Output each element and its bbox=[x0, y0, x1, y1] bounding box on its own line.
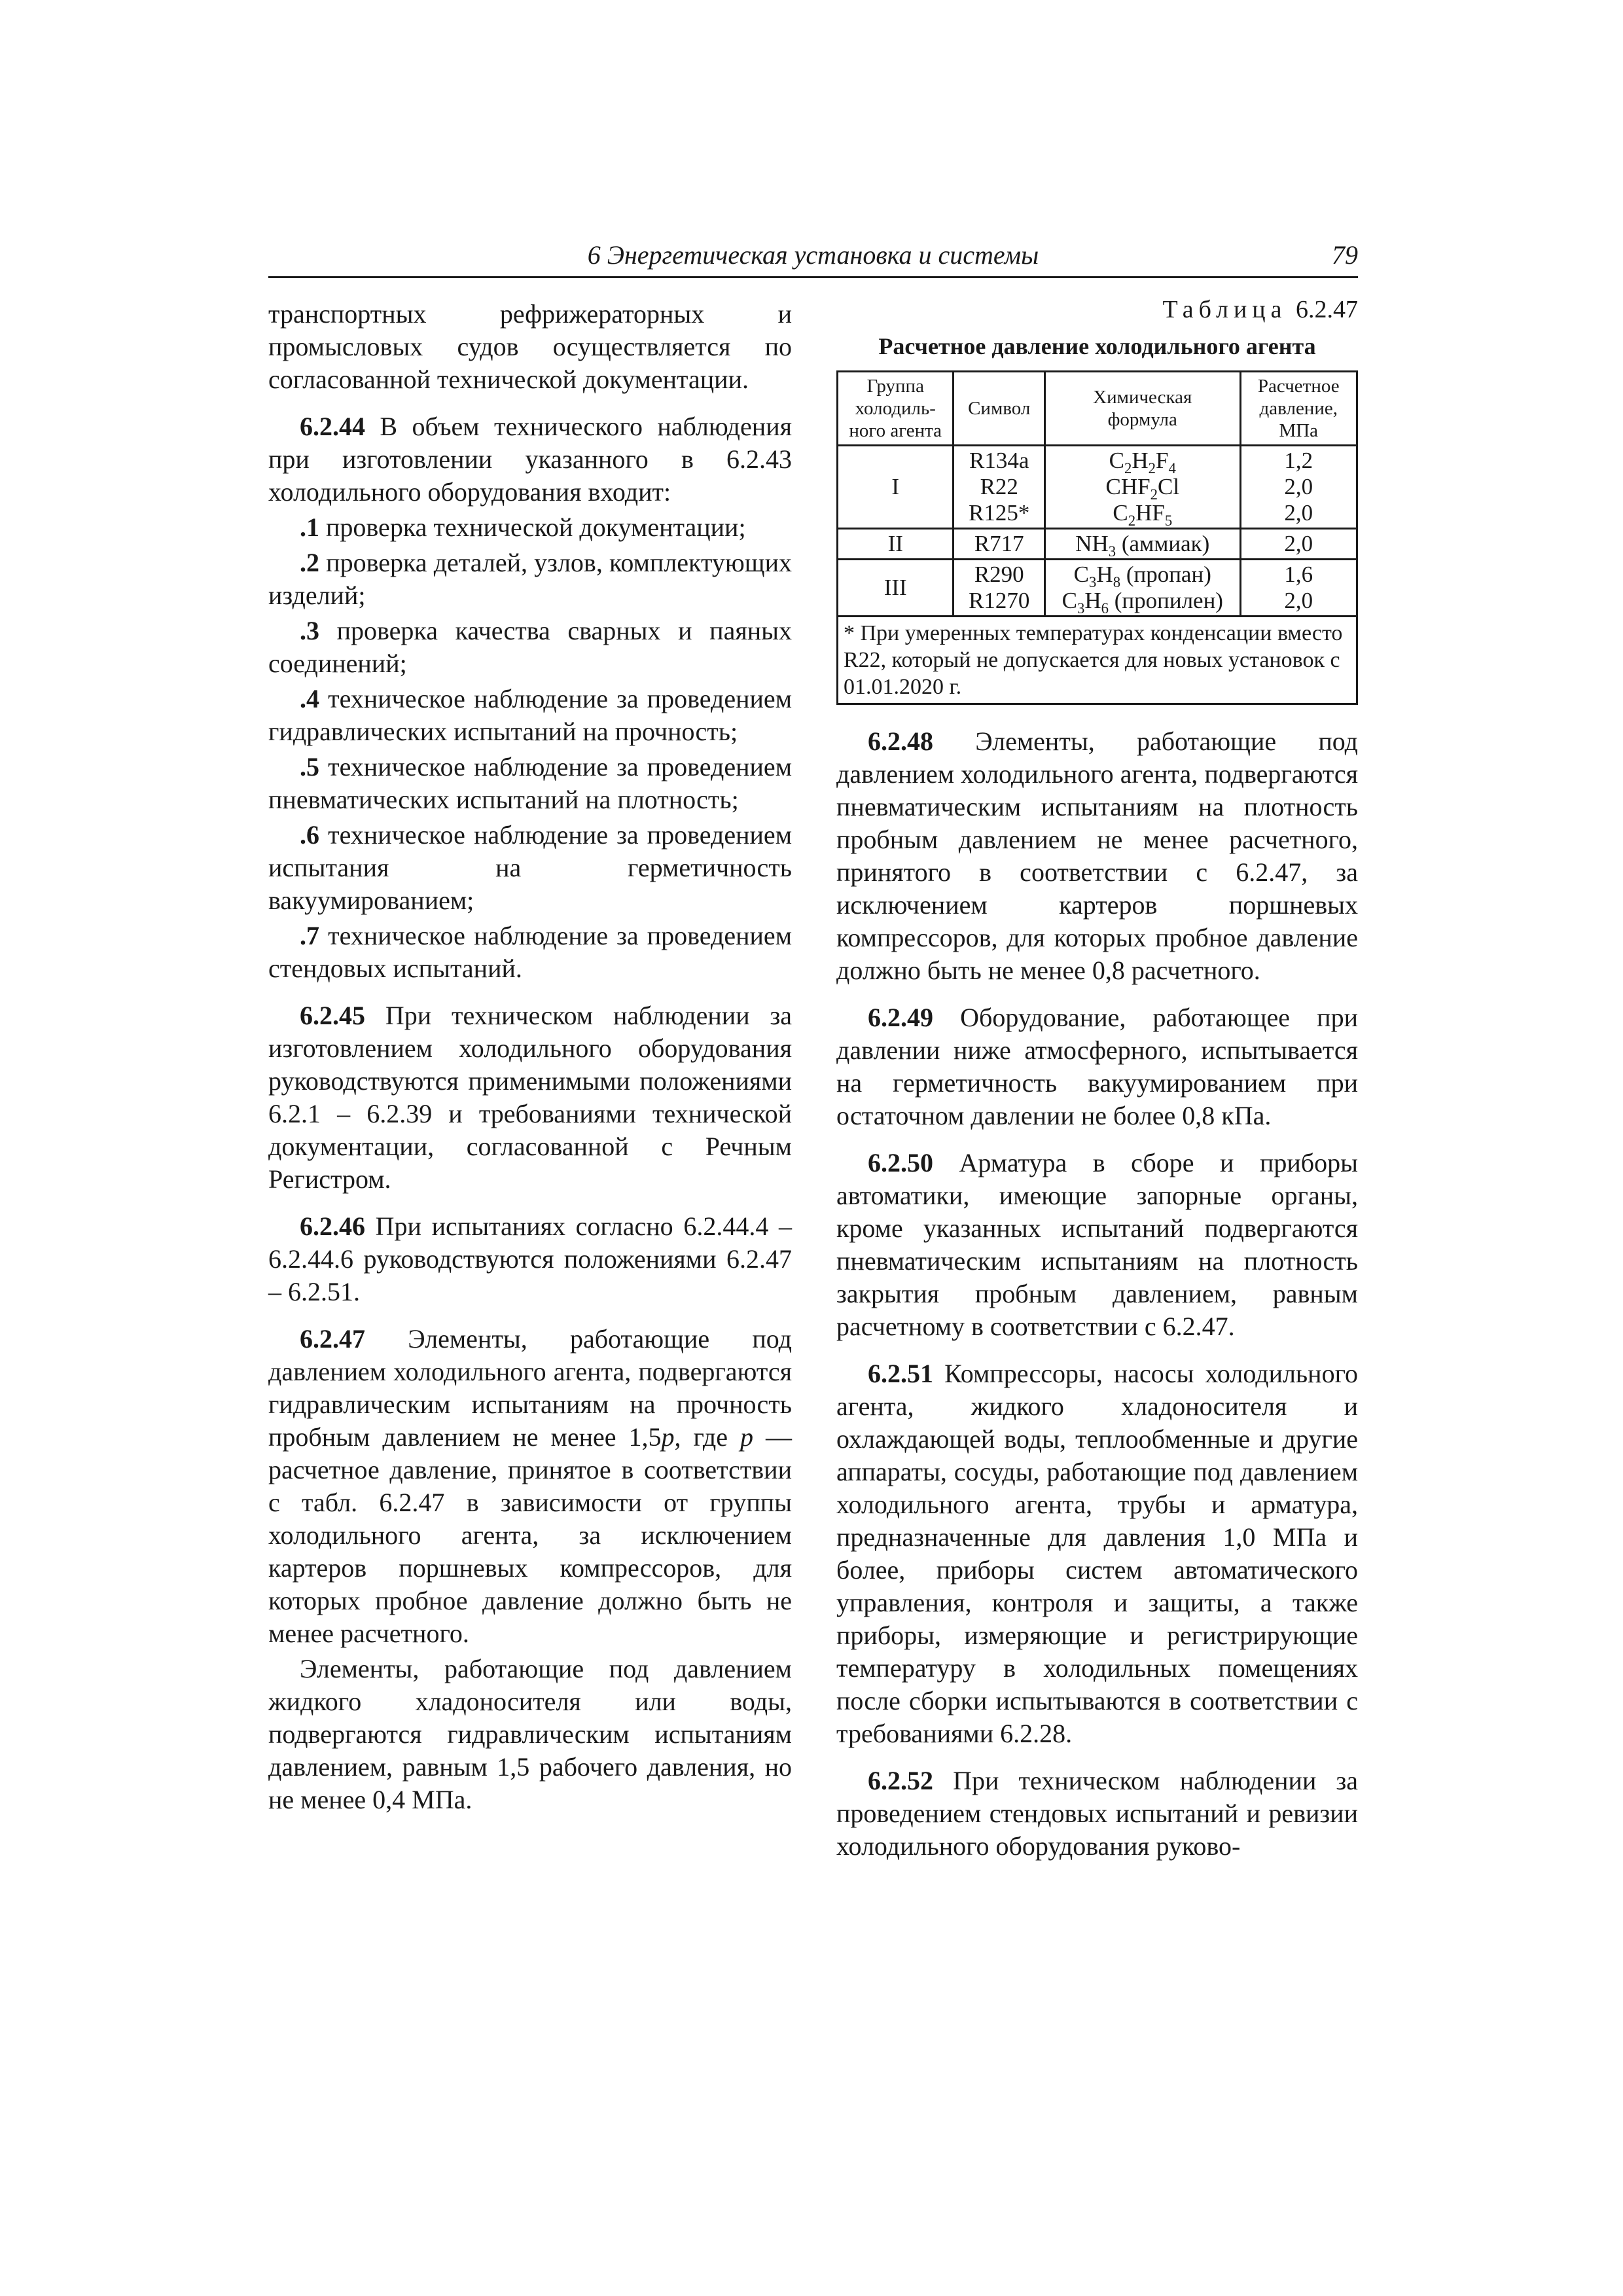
header-group bbox=[838, 372, 954, 446]
header-text: Расчетное bbox=[1257, 376, 1340, 397]
paragraph-6-2-49 bbox=[836, 1001, 1358, 1132]
section-title: 6 Энергетическая установка и системы bbox=[587, 240, 1039, 270]
pressure: 2,0 bbox=[1284, 588, 1313, 613]
item-number: .6 bbox=[300, 820, 319, 850]
item-text: проверка деталей, узлов, комплектующих изделий; bbox=[268, 548, 792, 610]
clause-number: 6.2.50 bbox=[868, 1148, 933, 1177]
formula-cell: $NH_3$ (аммиак) bbox=[1045, 529, 1240, 560]
clause-number: 6.2.47 bbox=[300, 1324, 365, 1354]
formula-cell bbox=[1045, 446, 1240, 529]
clause-text: Элементы, работающие под давлением холодильного агента, подвергаются гидравлическим испытаниям на прочность пробным давлением не менее 1,5 bbox=[268, 1324, 792, 1452]
item-text: проверка качества сварных и паяных соединений; bbox=[268, 616, 792, 678]
symbol-cell bbox=[954, 560, 1045, 617]
group-cell: III bbox=[838, 560, 954, 617]
header-pressure bbox=[1240, 372, 1357, 446]
paragraph-elements: Элементы, работающие под давлением жидкого хладоносителя или воды, подвергаются гидравлическим испытаниям давлением, равным 1,5 рабочего давления, но не менее 0,4 МПа. bbox=[268, 1654, 792, 1814]
item-number: .2 bbox=[300, 548, 319, 577]
header-text: ного агента bbox=[849, 420, 942, 441]
symbol: R1270 bbox=[969, 588, 1030, 613]
table-label-number: 6.2.47 bbox=[1296, 296, 1358, 323]
clause-text: Оборудование, работающее при давлении ниже атмосферного, испытывается на герметичность вакуумированием при остаточном давлении не более 0,8 кПа. bbox=[836, 1003, 1358, 1130]
item-number: .4 bbox=[300, 684, 319, 713]
clause-number: 6.2.49 bbox=[868, 1003, 933, 1032]
list-item-6 bbox=[268, 819, 792, 917]
formula: $C_2H_2F_4$ bbox=[1109, 448, 1176, 476]
table-header-row bbox=[838, 372, 1357, 446]
running-header bbox=[268, 237, 1358, 278]
table-title: Расчетное давление холодильного агента bbox=[878, 333, 1316, 359]
paragraph-6-2-46 bbox=[268, 1210, 792, 1308]
item-number: .1 bbox=[300, 512, 319, 542]
item-number: .3 bbox=[300, 616, 319, 645]
pressure-cell bbox=[1240, 560, 1357, 617]
formula: $C_3H_8$ (пропан) bbox=[1073, 562, 1211, 590]
clause-text: — расчетное давление, принятое в соответствии с табл. 6.2.47 в зависимости от группы холодильного агента, за исключением картеров поршневых компрессоров, для которых пробное давление должно быть не менее расчетного. bbox=[268, 1422, 792, 1648]
item-text: техническое наблюдение за проведением испытания на герметичность вакуумированием; bbox=[268, 820, 792, 915]
formula: $C_2HF_5$ bbox=[1113, 500, 1173, 529]
clause-text: Арматура в сборе и приборы автоматики, имеющие запорные органы, кроме указанных испытаний подвергаются пневматическим испытаниям на плотность закрытия пробным давлением, равным расчетному в соответствии с 6.2.47. bbox=[836, 1148, 1358, 1341]
symbol: R290 bbox=[974, 562, 1024, 587]
table-row bbox=[838, 446, 1357, 529]
symbol: R134a bbox=[969, 448, 1029, 473]
paragraph-6-2-48 bbox=[836, 725, 1358, 987]
variable-p: p bbox=[661, 1422, 675, 1452]
clause-text: При техническом наблюдении за изготовлением холодильного оборудования руководствуются применимыми положениями 6.2.1 – 6.2.39 и требованиями технической документации, согласованной с Речным Регистром. bbox=[268, 1001, 792, 1194]
paragraph-6-2-47 bbox=[268, 1323, 792, 1650]
formula-cell bbox=[1045, 560, 1240, 617]
pressure-cell: 2,0 bbox=[1240, 529, 1357, 560]
left-column bbox=[268, 298, 792, 1831]
paragraph-6-2-44 bbox=[268, 410, 792, 509]
clause-number: 6.2.52 bbox=[868, 1766, 933, 1795]
item-number: .5 bbox=[300, 752, 319, 781]
formula: $CHF_2Cl$ bbox=[1105, 474, 1180, 503]
header-text: холодиль- bbox=[855, 398, 936, 419]
clause-text: Компрессоры, насосы холодильного агента, жидкого хладоносителя и охлаждающей воды, теплообменные и другие аппараты, сосуды, работающие под давлением холодильного агента, трубы и арматура, предназначенные для давления 1,0 МПа и более, приборы систем автоматического управления, контроля и защиты, а также приборы, измеряющие и регистрирующие температуру в холодильных помещениях после сборки испытываются в соответствии с требованиями 6.2.28. bbox=[836, 1359, 1358, 1748]
group-cell: I bbox=[838, 446, 954, 529]
clause-text: При техническом наблюдении за проведением стендовых испытаний и ревизии холодильного оборудования руково- bbox=[836, 1766, 1358, 1861]
list-item-5 bbox=[268, 751, 792, 816]
table-block bbox=[836, 295, 1358, 705]
paragraph-intro: транспортных рефрижераторных и промысловых судов осуществляется по согласованной технической документации. bbox=[268, 299, 792, 394]
paragraph-6-2-52 bbox=[836, 1765, 1358, 1863]
item-text: проверка технической документации; bbox=[319, 512, 746, 542]
list-item-7 bbox=[268, 920, 792, 985]
pressure: 1,2 bbox=[1284, 448, 1313, 473]
table-label-word: Таблица bbox=[1162, 296, 1287, 323]
clause-number: 6.2.46 bbox=[300, 1211, 365, 1241]
page-number: 79 bbox=[1332, 240, 1358, 270]
pressure-cell bbox=[1240, 446, 1357, 529]
variable-p: p bbox=[740, 1422, 753, 1452]
pressure: 1,6 bbox=[1284, 562, 1313, 587]
list-item-4 bbox=[268, 683, 792, 748]
item-text: техническое наблюдение за проведением пневматических испытаний на плотность; bbox=[268, 752, 792, 814]
symbol-cell: R717 bbox=[954, 529, 1045, 560]
pressure-table bbox=[836, 370, 1358, 705]
table-label bbox=[836, 295, 1358, 325]
header-text: формула bbox=[1107, 409, 1177, 430]
symbol-cell bbox=[954, 446, 1045, 529]
item-text: техническое наблюдение за проведением стендовых испытаний. bbox=[268, 921, 792, 983]
paragraph-6-2-51 bbox=[836, 1357, 1358, 1750]
header-text: Группа bbox=[866, 376, 924, 397]
paragraph-6-2-50 bbox=[836, 1147, 1358, 1343]
item-number: .7 bbox=[300, 921, 319, 950]
list-item-3 bbox=[268, 615, 792, 680]
symbol: R22 bbox=[980, 474, 1018, 499]
header-formula bbox=[1045, 372, 1240, 446]
clause-text: Элементы, работающие под давлением холодильного агента, подвергаются пневматическим испытаниям на плотность пробным давлением не менее расчетного, принятого в соответствии с 6.2.47, за исключением картеров поршневых компрессоров, для которых пробное давление должно быть не менее 0,8 расчетного. bbox=[836, 726, 1358, 985]
right-column bbox=[836, 725, 1358, 1877]
clause-number: 6.2.51 bbox=[868, 1359, 933, 1388]
pressure: 2,0 bbox=[1284, 474, 1313, 499]
group-cell: II bbox=[838, 529, 954, 560]
clause-text: В объем технического наблюдения при изготовлении указанного в 6.2.43 холодильного оборудования входит: bbox=[268, 412, 792, 507]
table-note-row bbox=[838, 617, 1357, 704]
clause-number: 6.2.45 bbox=[300, 1001, 365, 1030]
symbol: R125* bbox=[969, 500, 1030, 526]
header-text: МПа bbox=[1279, 420, 1319, 441]
clause-number: 6.2.48 bbox=[868, 726, 933, 756]
list-item-1 bbox=[268, 511, 792, 544]
header-symbol: Символ bbox=[954, 372, 1045, 446]
clause-text: При испытаниях согласно 6.2.44.4 – 6.2.44.6 руководствуются положениями 6.2.47 – 6.2.51. bbox=[268, 1211, 792, 1306]
clause-number: 6.2.44 bbox=[300, 412, 365, 441]
table-row bbox=[838, 560, 1357, 617]
list-item-2 bbox=[268, 547, 792, 612]
paragraph-6-2-45 bbox=[268, 999, 792, 1196]
clause-text: , где bbox=[674, 1422, 740, 1452]
formula: $C_3H_6$ (пропилен) bbox=[1061, 588, 1223, 617]
header-text: Химическая bbox=[1093, 387, 1192, 408]
pressure: 2,0 bbox=[1284, 500, 1313, 526]
item-text: техническое наблюдение за проведением гидравлических испытаний на прочность; bbox=[268, 684, 792, 746]
table-row bbox=[838, 529, 1357, 560]
header-text: давление, bbox=[1259, 398, 1338, 419]
table-footnote: * При умеренных температурах конденсации вместо R22, который не допускается для новых установок с 01.01.2020 г. bbox=[838, 617, 1357, 704]
